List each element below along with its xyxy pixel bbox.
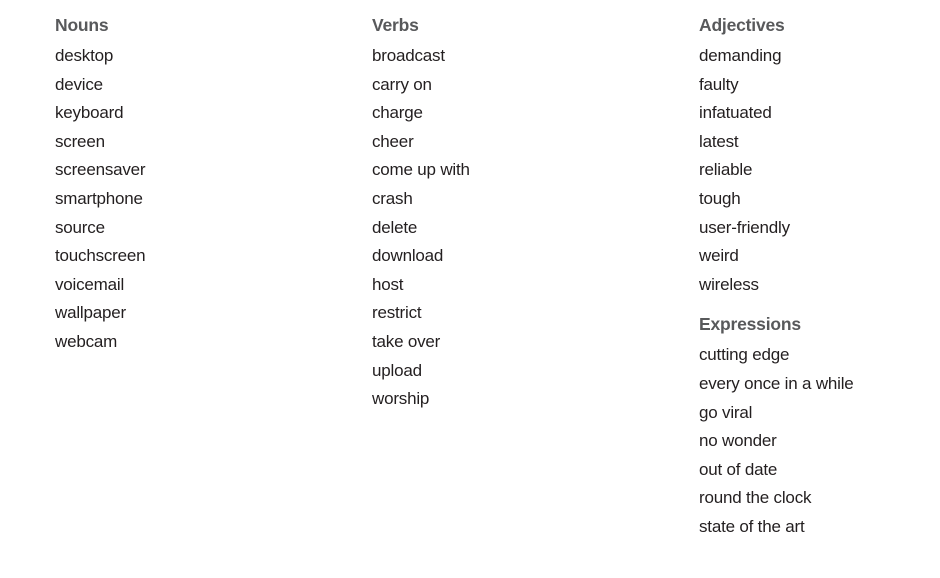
word-item: every once in a while	[699, 373, 854, 393]
word-item: voicemail	[55, 274, 125, 294]
word-item: come up with	[372, 160, 470, 180]
word-item: infatuated	[699, 103, 772, 123]
word-item: upload	[372, 360, 422, 380]
nouns-list	[55, 42, 355, 357]
word-item: delete	[372, 217, 418, 237]
section-title-nouns: Nouns	[55, 15, 109, 35]
word-item: go viral	[699, 402, 753, 422]
word-item: restrict	[372, 303, 422, 323]
section-nouns	[55, 14, 355, 357]
column-adjectives-expressions	[699, 14, 929, 542]
word-item: download	[372, 246, 444, 266]
word-item: wireless	[699, 274, 759, 294]
word-item: tough	[699, 188, 741, 208]
section-title-adjectives: Adjectives	[699, 15, 785, 35]
word-item: carry on	[372, 74, 432, 94]
word-item: state of the art	[699, 516, 805, 536]
word-item: charge	[372, 103, 423, 123]
word-item: host	[372, 274, 404, 294]
word-item: cheer	[372, 131, 414, 151]
word-item: take over	[372, 331, 441, 351]
section-expressions	[699, 313, 929, 541]
word-item: wallpaper	[55, 303, 126, 323]
word-item: source	[55, 217, 105, 237]
word-item: no wonder	[699, 431, 777, 451]
verbs-list	[372, 42, 672, 414]
word-item: screensaver	[55, 160, 146, 180]
word-item: keyboard	[55, 103, 124, 123]
word-item: worship	[372, 389, 430, 409]
word-item: cutting edge	[699, 345, 790, 365]
adjectives-list	[699, 42, 929, 299]
word-item: webcam	[55, 331, 118, 351]
section-adjectives	[699, 14, 929, 299]
word-item: latest	[699, 131, 739, 151]
word-item: touchscreen	[55, 246, 146, 266]
word-item: faulty	[699, 74, 739, 94]
section-title-expressions: Expressions	[699, 314, 801, 335]
word-item: round the clock	[699, 488, 812, 508]
expressions-list	[699, 341, 929, 541]
column-verbs	[372, 14, 672, 414]
word-item: broadcast	[372, 46, 445, 65]
word-item: out of date	[699, 459, 778, 479]
column-nouns	[55, 14, 355, 357]
word-item: screen	[55, 131, 105, 151]
word-item: weird	[699, 246, 739, 266]
word-item: reliable	[699, 160, 753, 180]
word-item: demanding	[699, 46, 782, 65]
word-item: device	[55, 74, 103, 94]
word-item: user-friendly	[699, 217, 790, 237]
word-item: desktop	[55, 46, 114, 65]
section-verbs	[372, 14, 672, 414]
word-item: crash	[372, 188, 413, 208]
section-title-verbs: Verbs	[372, 15, 419, 35]
word-item: smartphone	[55, 188, 143, 208]
